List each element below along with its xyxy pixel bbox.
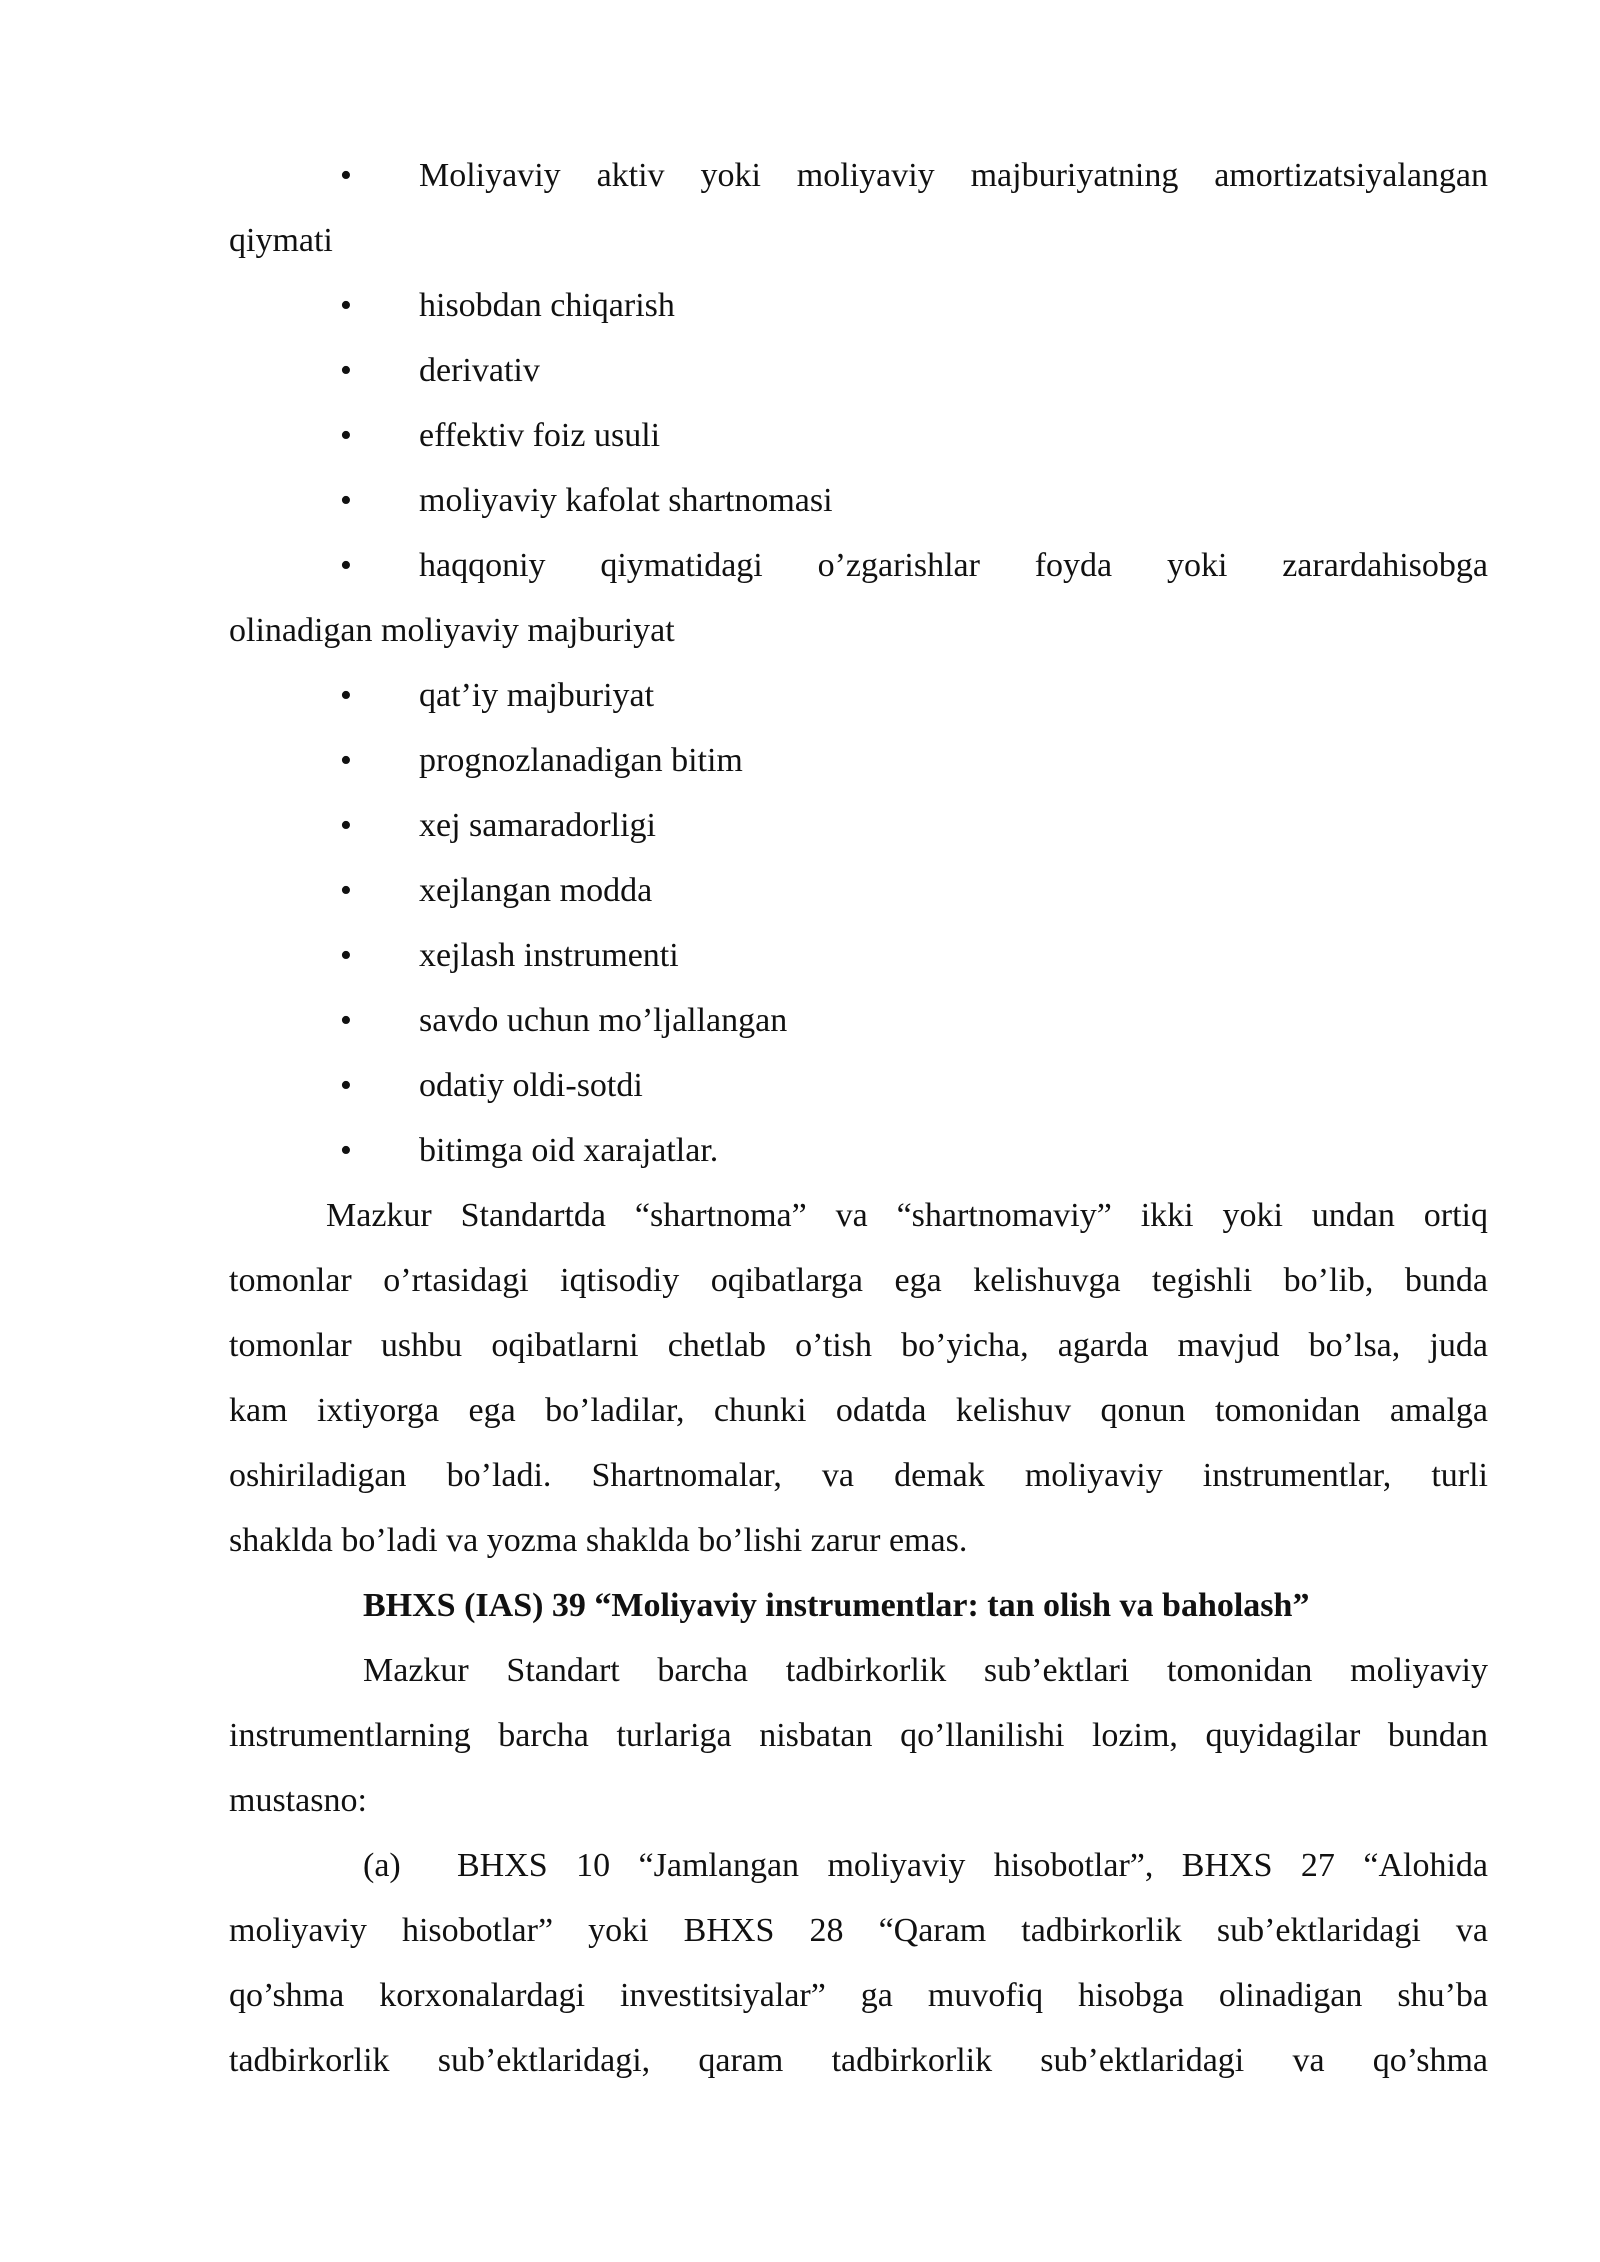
word: zarardahisobga xyxy=(1282,547,1488,584)
list-item xyxy=(229,533,1488,598)
list-item xyxy=(229,663,1488,728)
paragraph-line: tomonlar ushbu oqibatlarni chetlab o’tish bo’yicha, agarda mavjud bo’lsa, juda xyxy=(229,1327,1488,1364)
word: foyda xyxy=(1034,547,1113,584)
list-item xyxy=(229,1053,1488,1118)
word: qiymatidagi xyxy=(600,547,763,584)
list-item-text: xejlash instrumenti xyxy=(419,937,679,974)
word: o’zgarishlar xyxy=(817,547,980,584)
paragraph xyxy=(229,1183,1488,1573)
bullet-glyph: • xyxy=(340,417,352,454)
bullet-glyph: • xyxy=(340,1067,352,1104)
list-item xyxy=(229,728,1488,793)
list-item xyxy=(229,1118,1488,1183)
paragraph-line: mustasno: xyxy=(229,1782,367,1819)
numbered-item xyxy=(229,1833,1488,2093)
word: yoki xyxy=(1166,547,1228,584)
list-item-text: moliyaviy kafolat shartnomasi xyxy=(419,482,833,519)
list-item-text: savdo uchun mo’ljallangan xyxy=(419,1002,788,1039)
list-item-text: qat’iy majburiyat xyxy=(419,677,655,714)
paragraph-line: BHXS 10 “Jamlangan moliyaviy hisobotlar”, BHXS 27 “Alohida xyxy=(457,1847,1488,1884)
list-item-continuation: olinadigan moliyaviy majburiyat xyxy=(229,612,675,649)
bullet-glyph: • xyxy=(340,547,352,584)
numbered-item-first-line xyxy=(229,1833,1488,1898)
bullet-glyph: • xyxy=(340,352,352,389)
paragraph-line: moliyaviy hisobotlar” yoki BHXS 28 “Qaram tadbirkorlik sub’ektlaridagi va xyxy=(229,1912,1488,1949)
list-item-text: hisobdan chiqarish xyxy=(419,287,675,324)
bullet-glyph: • xyxy=(340,677,352,714)
list-item xyxy=(229,923,1488,988)
bullet-glyph: • xyxy=(340,937,352,974)
paragraph-line: tadbirkorlik sub’ektlaridagi, qaram tadbirkorlik sub’ektlaridagi va qo’shma xyxy=(229,2042,1488,2079)
paragraph-line: shaklda bo’ladi va yozma shaklda bo’lishi zarur emas. xyxy=(229,1522,968,1559)
word: haqqoniy xyxy=(419,547,546,584)
bullet-glyph: • xyxy=(340,742,352,779)
bullet-glyph: • xyxy=(340,1132,352,1169)
list-item xyxy=(229,988,1488,1053)
bullet-glyph: • xyxy=(340,287,352,324)
list-item xyxy=(229,793,1488,858)
paragraph-line: kam ixtiyorga ega bo’ladilar, chunki odatda kelishuv qonun tomonidan amalga xyxy=(229,1392,1488,1429)
list-item-text: Moliyaviy aktiv yoki moliyaviy majburiyatning amortizatsiyalangan xyxy=(419,157,1488,194)
list-item-text: xej samaradorligi xyxy=(419,807,656,844)
bullet-glyph: • xyxy=(340,157,352,194)
list-item xyxy=(229,858,1488,923)
list-item xyxy=(229,403,1488,468)
list-item-text: bitimga oid xarajatlar. xyxy=(419,1132,719,1169)
list-item-text: xejlangan modda xyxy=(419,872,653,909)
document-body xyxy=(229,143,1488,2093)
list-item xyxy=(229,468,1488,533)
paragraph xyxy=(229,1638,1488,1833)
list-item-continuation: qiymati xyxy=(229,222,333,259)
list-item-text: effektiv foiz usuli xyxy=(419,417,661,454)
list-item xyxy=(229,338,1488,403)
list-item-text: prognozlanadigan bitim xyxy=(419,742,743,779)
list-item-text xyxy=(419,533,1488,598)
paragraph-line: tomonlar o’rtasidagi iqtisodiy oqibatlarga ega kelishuvga tegishli bo’lib, bunda xyxy=(229,1262,1488,1299)
item-label: (a) xyxy=(363,1847,401,1884)
bullet-glyph: • xyxy=(340,872,352,909)
paragraph-line: oshiriladigan bo’ladi. Shartnomalar, va demak moliyaviy instrumentlar, turli xyxy=(229,1457,1488,1494)
section-heading: BHXS (IAS) 39 “Moliyaviy instrumentlar: tan olish va baholash” xyxy=(363,1587,1310,1624)
list-item-text: odatiy oldi-sotdi xyxy=(419,1067,643,1104)
paragraph-line: instrumentlarning barcha turlariga nisbatan qo’llanilishi lozim, quyidagilar bundan xyxy=(229,1717,1488,1754)
list-item xyxy=(229,273,1488,338)
paragraph-line: qo’shma korxonalardagi investitsiyalar” ga muvofiq hisobga olinadigan shu’ba xyxy=(229,1977,1488,2014)
bullet-glyph: • xyxy=(340,1002,352,1039)
list-item xyxy=(229,143,1488,208)
bullet-glyph: • xyxy=(340,482,352,519)
paragraph-line: Mazkur Standartda “shartnoma” va “shartnomaviy” ikki yoki undan ortiq xyxy=(326,1197,1488,1234)
list-item-text: derivativ xyxy=(419,352,540,389)
bullet-glyph: • xyxy=(340,807,352,844)
paragraph-line: Mazkur Standart barcha tadbirkorlik sub’ektlari tomonidan moliyaviy xyxy=(363,1652,1488,1689)
